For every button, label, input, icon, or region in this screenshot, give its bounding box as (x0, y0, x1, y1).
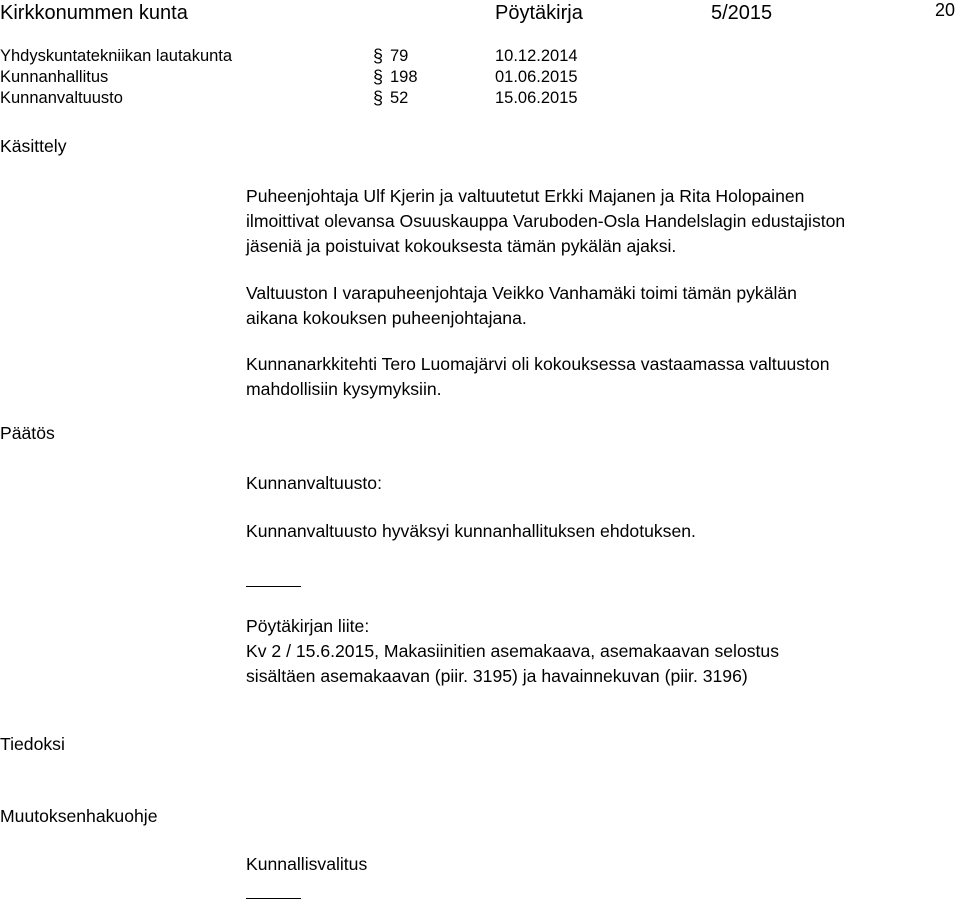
section-sign-icon (372, 46, 388, 66)
reference-section: 79 (390, 47, 409, 65)
text-line: Kunnanvaltuusto: (246, 473, 382, 493)
text-line: aikana kokouksen puheenjohtajana. (246, 308, 527, 328)
kasittely-paragraph-2 (246, 281, 946, 331)
document-type: Pöytäkirja (495, 2, 583, 24)
reference-date: 15.06.2015 (495, 89, 578, 107)
paatos-heading: Päätös (0, 423, 55, 443)
decision-text (246, 519, 946, 544)
text-line: jäseniä ja poistuivat kokouksesta tämän pykälän ajaksi. (246, 236, 677, 256)
attachment-line: sisältäen asemakaavan (piir. 3195) ja havainnekuvan (piir. 3196) (246, 666, 748, 686)
reference-section: 198 (390, 68, 418, 86)
reference-date: 10.12.2014 (495, 47, 578, 65)
reference-body: Kunnanhallitus (0, 68, 109, 86)
svg-text:§: § (373, 67, 384, 87)
tiedoksi-heading: Tiedoksi (0, 734, 65, 754)
kasittely-heading: Käsittely (0, 136, 67, 156)
attachment-line: Kv 2 / 15.6.2015, Makasiinitien asemakaava, asemakaavan selostus (246, 641, 780, 661)
section-sign-icon (372, 88, 388, 108)
document-number: 5/2015 (711, 2, 773, 24)
text-line: Kunnallisvalitus (246, 854, 368, 874)
text-line: ilmoittivat olevansa Osuuskauppa Varuboden-Osla Handelslagin edustajiston (246, 211, 846, 231)
text-line: Kunnanvaltuusto hyväksyi kunnanhallituksen ehdotuksen. (246, 521, 696, 541)
decision-body-label (246, 471, 946, 496)
attachment-label: Pöytäkirjan liite: (246, 616, 370, 636)
section-sign-icon (372, 67, 388, 87)
reference-body: Yhdyskuntatekniikan lautakunta (0, 47, 233, 65)
appeal-type (246, 852, 946, 877)
separator-rule (246, 586, 301, 587)
page-number: 20 (935, 0, 956, 20)
kasittely-paragraph-3 (246, 352, 946, 402)
muutoksenhaku-heading: Muutoksenhakuohje (0, 806, 158, 826)
text-line: mahdollisiin kysymyksiin. (246, 379, 442, 399)
text-line: Kunnanarkkitehti Tero Luomajärvi oli kokouksessa vastaamassa valtuuston (246, 354, 830, 374)
attachment-block (246, 614, 946, 689)
reference-body: Kunnanvaltuusto (0, 89, 123, 107)
reference-section: 52 (390, 89, 409, 107)
svg-text:§: § (373, 88, 384, 108)
text-line: Valtuuston I varapuheenjohtaja Veikko Vanhamäki toimi tämän pykälän (246, 283, 797, 303)
municipality-name: Kirkkonummen kunta (0, 2, 188, 24)
reference-date: 01.06.2015 (495, 68, 578, 86)
separator-rule (246, 898, 301, 899)
svg-text:§: § (373, 46, 384, 66)
kasittely-paragraph-1 (246, 184, 946, 259)
text-line: Puheenjohtaja Ulf Kjerin ja valtuutetut Erkki Majanen ja Rita Holopainen (246, 186, 805, 206)
